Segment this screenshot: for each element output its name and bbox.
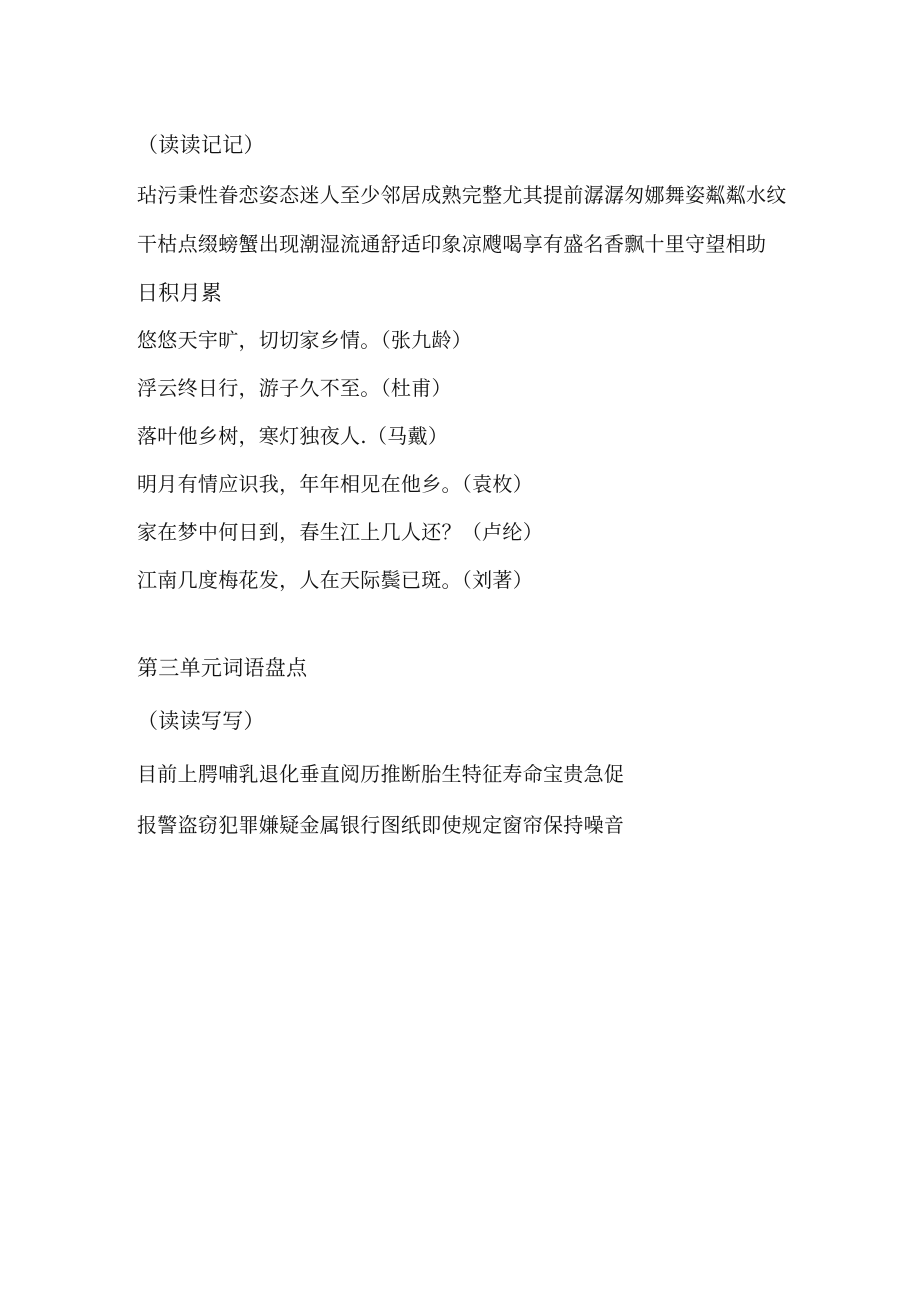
- section3-word-line-2: 报警盗窃犯罪嫌疑金属银行图纸即使规定窗帘保持噪音: [137, 813, 625, 837]
- poem-line-6: 江南几度梅花发，人在天际鬓已斑。（刘著）: [137, 568, 533, 592]
- section1-word-line-1: 玷污秉性眷恋姿态迷人至少邻居成熟完整尤其提前潺潺匆娜舞姿粼粼水纹: [137, 183, 787, 207]
- poem-line-5: 家在梦中何日到，春生江上几人还？（卢纶）: [137, 520, 543, 544]
- section2-heading: 日积月累: [137, 281, 223, 305]
- section3-heading: 第三单元词语盘点: [137, 656, 308, 680]
- poem-line-4: 明月有情应识我，年年相见在他乡。（袁枚）: [137, 472, 533, 496]
- poem-line-2: 浮云终日行，游子久不至。（杜甫）: [137, 376, 452, 400]
- poem-line-3: 落叶他乡树，寒灯独夜人.（马戴）: [137, 424, 449, 448]
- section3-subheading: （读读写写）: [137, 709, 265, 733]
- section1-word-line-2: 干枯点缀螃蟹出现潮湿流通舒适印象凉飕喝享有盛名香飘十里守望相助: [137, 232, 767, 256]
- section3-word-line-1: 目前上腭哺乳退化垂直阅历推断胎生特征寿命宝贵急促: [137, 762, 625, 786]
- poem-line-1: 悠悠天宇旷，切切家乡情。（张九龄）: [137, 328, 473, 352]
- section1-subheading: （读读记记）: [137, 133, 265, 157]
